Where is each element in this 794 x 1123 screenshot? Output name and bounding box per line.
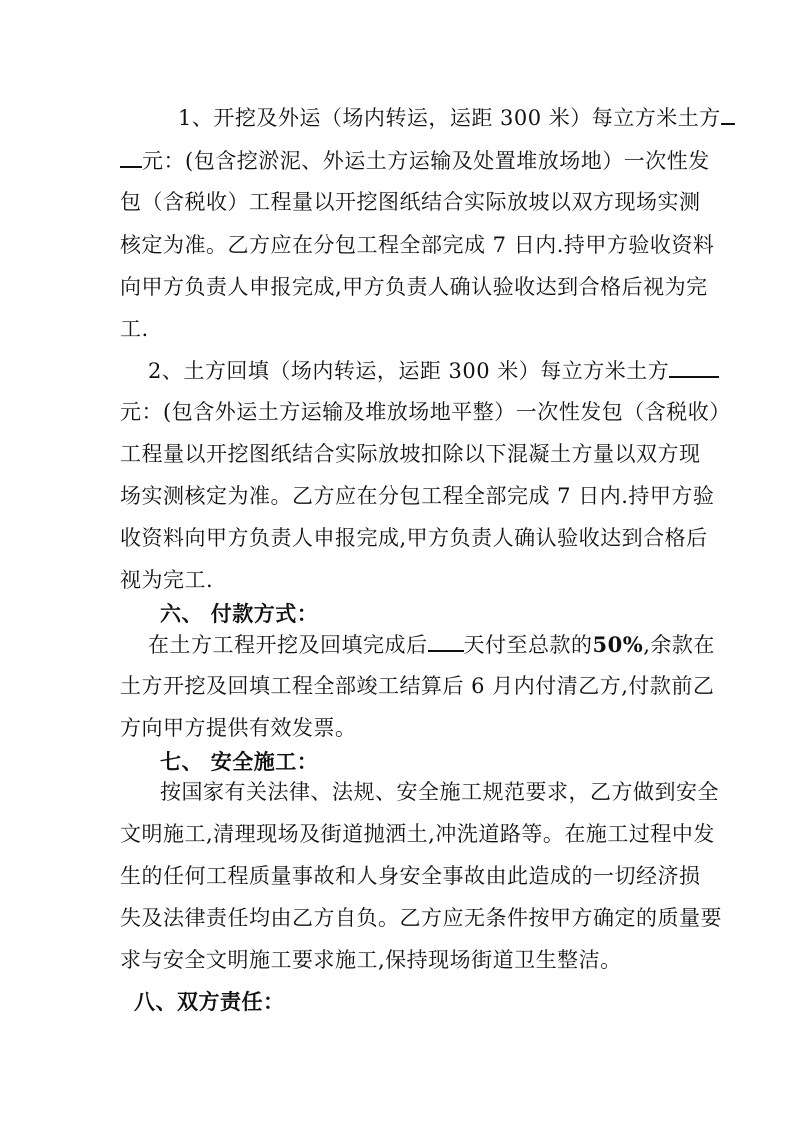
item1-line1: [178, 103, 758, 132]
item2-text-1: 2、土方回填（场内转运，运距 300 米）每立方米土方: [148, 359, 670, 383]
section6-line1: [148, 630, 728, 659]
price-blank-2: [669, 356, 719, 378]
section6-text-1a: 在土方工程开挖及回填完成后: [148, 633, 428, 657]
item1-line6: 工.: [120, 317, 149, 341]
item1-line3: 包（含税收）工程量以开挖图纸结合实际放坡以双方现场实测: [120, 190, 701, 214]
section7-line2: 文明施工,清理现场及街道抛洒土,冲洗道路等。在施工过程中发: [120, 822, 715, 846]
item1-line4: 核定为准。乙方应在分包工程全部完成 7 日内.持甲方验收资料: [120, 233, 715, 257]
item2-line5: 收资料向甲方负责人申报完成,甲方负责人确认验收达到合格后: [120, 526, 708, 550]
section7-heading: 七、 安全施工：: [160, 749, 319, 774]
section7-line1: 按国家有关法律、法规、安全施工规范要求，乙方做到安全: [160, 780, 719, 804]
payment-percent: 50%: [592, 632, 644, 657]
section7-line5: 求与安全文明施工要求施工,保持现场街道卫生整洁。: [120, 948, 622, 972]
item2-line1: [148, 356, 728, 385]
days-blank: [428, 630, 464, 652]
item1-line2: [120, 146, 710, 175]
section6-text-1d: ,余款在: [643, 633, 715, 657]
section6-line2: 土方开挖及回填工程全部竣工结算后 6 月内付清乙方,付款前乙: [120, 674, 715, 698]
item1-text-1: 1、开挖及外运（场内转运，运距 300 米）每立方米土方: [178, 106, 721, 130]
section7-line4: 失及法律责任均由乙方自负。乙方应无条件按甲方确定的质量要: [120, 906, 722, 930]
item2-line3: 工程量以开挖图纸结合实际放坡扣除以下混凝土方量以双方现: [120, 442, 701, 466]
price-blank-1: [721, 103, 735, 125]
item2-line6: 视为完工.: [120, 568, 214, 592]
section6-line3: 方向甲方提供有效发票。: [120, 716, 357, 740]
item2-line4: 场实测核定为准。乙方应在分包工程全部完成 7 日内.持甲方验: [120, 484, 715, 508]
section6-heading: 六、 付款方式：: [160, 601, 319, 626]
item1-line5: 向甲方负责人申报完成,甲方负责人确认验收达到合格后视为完: [120, 275, 708, 299]
price-blank-1-cont: [120, 146, 142, 168]
item1-text-2: 元：(包含挖淤泥、外运土方运输及处置堆放场地）一次性发: [142, 149, 710, 173]
section7-line3: 生的任何工程质量事故和人身安全事故由此造成的一切经济损: [120, 864, 701, 888]
section6-text-1b: 天付至总款的: [463, 633, 593, 657]
section8-heading: 八、双方责任：: [134, 989, 285, 1014]
item2-line2: 元：(包含外运土方运输及堆放场地平整）一次性发包（含税收）: [120, 400, 731, 424]
